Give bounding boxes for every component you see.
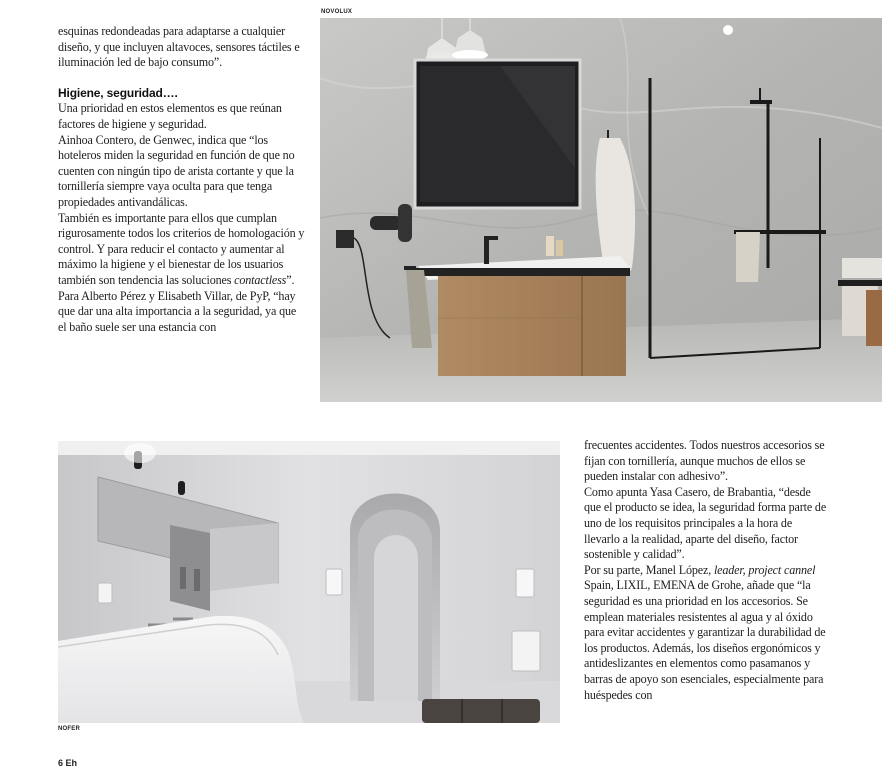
- section-subheading: Higiene, seguridad….: [58, 85, 178, 100]
- italic-term: contactless: [234, 272, 287, 287]
- italic-term: leader, project cannel: [713, 562, 816, 577]
- photo-credit-bottom: NOFER: [58, 726, 80, 732]
- bathroom-photo-bottom: [58, 441, 560, 723]
- body-paragraph: Para Alberto Pérez y Elisabeth Villar, de PyP, “hay que dar una alta importancia a la seguridad, ya que el baño suele ser una estancia con: [58, 288, 297, 334]
- left-column-text: [58, 24, 306, 335]
- page-folio: 6 Eh: [58, 758, 78, 768]
- body-paragraph: frecuentes accidentes. Todos nuestros accesorios se fijan con tornillería, aunque muchos de ellos se pueden instalar con adhesivo”.: [584, 438, 825, 484]
- bathroom-photo-top: [320, 18, 882, 402]
- body-paragraph: Como apunta Yasa Casero, de Brabantia, “desde que el producto se idea, la seguridad forma parte de uno de los requisitos principales a la hora de llevarlo a la realidad, aparte del diseño, factor sostenible y calidad”.: [584, 484, 827, 562]
- continued-paragraph: esquinas redondeadas para adaptarse a cualquier diseño, y que incluyen altavoces, sensores táctiles e iluminación led de bajo consumo”.: [58, 24, 300, 70]
- body-paragraph: También es importante para ellos que cumplan rigurosamente todos los criterios de homologación y control. Y para reducir el contacto y aumentar al máximo la higiene y el bienestar de los usuarios también son tendencia las soluciones contactless”.: [58, 210, 305, 287]
- right-column-text: [584, 438, 830, 703]
- photo-credit-top: NOVOLUX: [321, 9, 353, 15]
- body-paragraph: Una prioridad en estos elementos es que reúnan factores de higiene y seguridad.: [58, 101, 282, 131]
- bathroom-washbasin-illustration: [58, 441, 560, 723]
- body-paragraph: Ainhoa Contero, de Genwec, indica que “los hoteleros miden la seguridad en función de que no cuenten con ningún tipo de arista cortante y que la tornillería siempre vaya oculta para que tenga propiedades antivandálicas.: [58, 132, 295, 209]
- body-paragraph: Por su parte, Manel López, leader, project cannel Spain, LIXIL, EMENA de Grohe, añade que “la seguridad es una prioridad en los accesorios. Se emplean materiales resistentes al agua y al óxido para evitar accidentes y garantizar la durabilidad de los productos. Además, los diseños ergonómicos y antideslizantes en elementos como pasamanos y barras de apoyo son esenciales, especialmente para huéspedes con: [584, 562, 826, 702]
- bathroom-vanity-shower-illustration: [320, 18, 882, 402]
